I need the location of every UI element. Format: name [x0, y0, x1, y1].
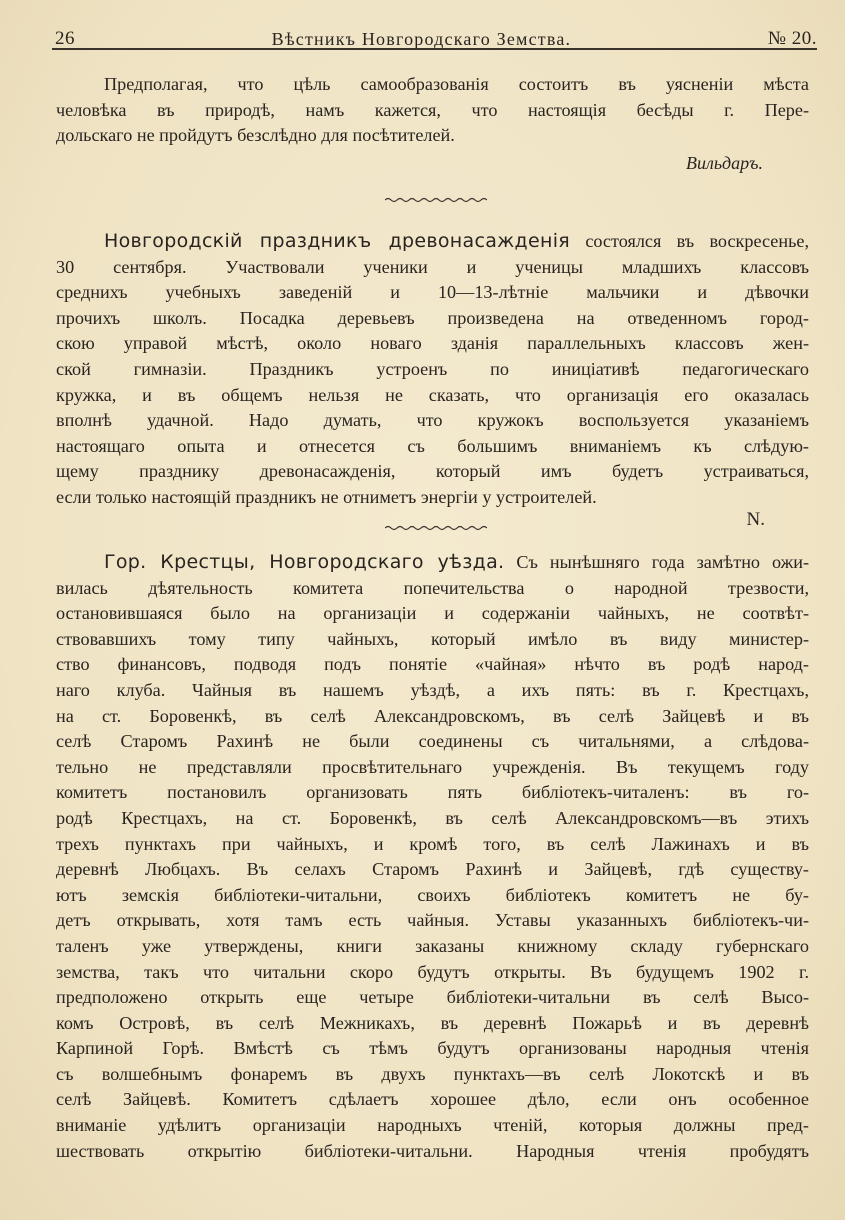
paragraph-line: Предполагая, что цѣль самообразованія состоитъ въ уясненіи мѣста: [104, 74, 809, 94]
paragraph-line: деревнѣ Любцахъ. Въ селахъ Старомъ Рахинѣ и Зайцевѣ, гдѣ существу-: [56, 859, 809, 880]
paragraph-line: щему празднику древонасажденія, который имъ будетъ устраиваться,: [56, 461, 809, 482]
paragraph-line: ской гимназіи. Праздникъ устроенъ по иниціативѣ педагогическаго: [56, 358, 809, 379]
wavy-separator: [385, 196, 487, 204]
paragraph-line: селѣ Старомъ Рахинѣ не были соединены съ читальнями, а слѣдова-: [56, 731, 809, 752]
issue-number: № 20.: [767, 28, 817, 49]
paragraph-line: прочихъ школъ. Посадка деревьевъ произведена на отведенномъ город-: [56, 307, 809, 328]
paragraph-line: ство финансовъ, подводя подъ понятіе «чайная» нѣчто въ родѣ народ-: [56, 654, 809, 675]
paragraph-line: ствовавшихъ тому типу чайныхъ, который имѣло въ виду министер-: [56, 628, 809, 649]
paragraph-line: комитетъ постановилъ организовать пять библіотекъ-читаленъ: въ го-: [56, 782, 809, 803]
wavy-separator: [385, 524, 487, 532]
paragraph-line: скою управой мѣстѣ, около новаго зданія параллельныхъ классовъ жен-: [56, 333, 809, 354]
paragraph-line: человѣка въ природѣ, намъ кажется, что настоящія бесѣды г. Пере-: [56, 99, 809, 120]
paragraph-line: комъ Островѣ, въ селѣ Межникахъ, въ деревнѣ Пожарьѣ и въ деревнѣ: [56, 1012, 809, 1033]
paragraph-line: ютъ земскія библіотеки-читальни, своихъ библіотекъ комитетъ не бу-: [56, 884, 809, 905]
paragraph-line: селѣ Зайцевѣ. Комитетъ сдѣлаетъ хорошее дѣло, если онъ особенное: [56, 1089, 809, 1110]
paragraph-line: вниманіе удѣлитъ организаціи народныхъ чтеній, которыя должны пред-: [56, 1115, 809, 1136]
article-lead: Гор. Крестцы, Новгородскаго уѣзда.: [104, 551, 505, 573]
paragraph-line: кружка, и въ общемъ нельзя не сказать, что организація его оказалась: [56, 384, 809, 405]
paragraph-line: вполнѣ удачной. Надо думать, что кружокъ воспользуется указаніемъ: [56, 410, 809, 431]
paragraph-line: остановившаяся было на организаціи и содержаніи чайныхъ, не соотвѣт-: [56, 603, 809, 624]
paragraph-line: тельно не представляли просвѣтительнаго учрежденія. Въ текущемъ году: [56, 756, 809, 777]
paragraph-line: настоящаго опыта и отнесется съ большимъ вниманіемъ къ слѣдую-: [56, 435, 809, 456]
paragraph-line: среднихъ учебныхъ заведеній и 10—13-лѣтніе мальчики и дѣвочки: [56, 282, 809, 303]
signature-initial: N.: [746, 509, 765, 530]
paragraph-line: съ волшебнымъ фонаремъ въ двухъ пунктахъ—въ селѣ Локотскѣ и въ: [56, 1063, 809, 1084]
paragraph-line: трехъ пунктахъ при чайныхъ, и кромѣ того, въ селѣ Лажинахъ и въ: [56, 833, 809, 854]
paragraph-line: дольскаго не пройдутъ безслѣдно для посѣтителей.: [56, 125, 455, 146]
paragraph-line: детъ открывать, хотя тамъ есть чайныя. Уставы указанныхъ библіотекъ-чи-: [56, 910, 809, 931]
paragraph-line: вилась дѣятельность комитета попечительства о народной трезвости,: [56, 577, 809, 598]
paragraph-line: предположено открыть еще четыре библіотеки-читальни въ селѣ Высо-: [56, 987, 809, 1008]
signature-vildar: Вильдаръ.: [686, 153, 763, 173]
paragraph-line: родѣ Крестцахъ, на ст. Боровенкѣ, въ селѣ Александровскомъ—въ этихъ: [56, 807, 809, 828]
paragraph-line: шествовать открытію библіотеки-читальни. Народныя чтенія пробудятъ: [56, 1140, 809, 1161]
paragraph-line: 30 сентября. Участвовали ученики и ученицы младшихъ классовъ: [56, 256, 809, 277]
header-rule: [52, 48, 817, 50]
page-number: 26: [55, 28, 75, 49]
paragraph-line: Карпиной Горѣ. Вмѣстѣ съ тѣмъ будутъ организованы народныя чтенія: [56, 1038, 809, 1059]
running-header: [55, 20, 817, 50]
article-krestsy: [56, 550, 809, 1164]
paragraph-line: наго клуба. Чайныя въ нашемъ уѣздѣ, а ихъ пять: въ г. Крестцахъ,: [56, 679, 809, 700]
paragraph-line: если только настоящій праздникъ не отниметъ энергіи у устроителей.: [56, 486, 597, 507]
article-self-education: [56, 72, 809, 149]
article-lead: Новгородскій праздникъ древонасажденія: [104, 230, 571, 252]
paragraph-line: таленъ уже утверждены, книги заказаны книжному складу губернскаго: [56, 935, 809, 956]
paragraph-line: на ст. Боровенкѣ, въ селѣ Александровскомъ, въ селѣ Зайцевѣ и въ: [56, 705, 809, 726]
paragraph-line: Гор. Крестцы, Новгородскаго уѣзда. Съ нынѣшняго года замѣтно ожи-: [104, 551, 809, 573]
paragraph-line: Новгородскій праздникъ древонасажденія состоялся въ воскресенье,: [104, 230, 809, 252]
journal-title: Вѣстникъ Новгородскаго Земства.: [271, 29, 572, 49]
paragraph-line: земства, такъ что читальни скоро будутъ открыты. Въ будущемъ 1902 г.: [56, 961, 809, 982]
article-tree-planting: [56, 229, 809, 511]
